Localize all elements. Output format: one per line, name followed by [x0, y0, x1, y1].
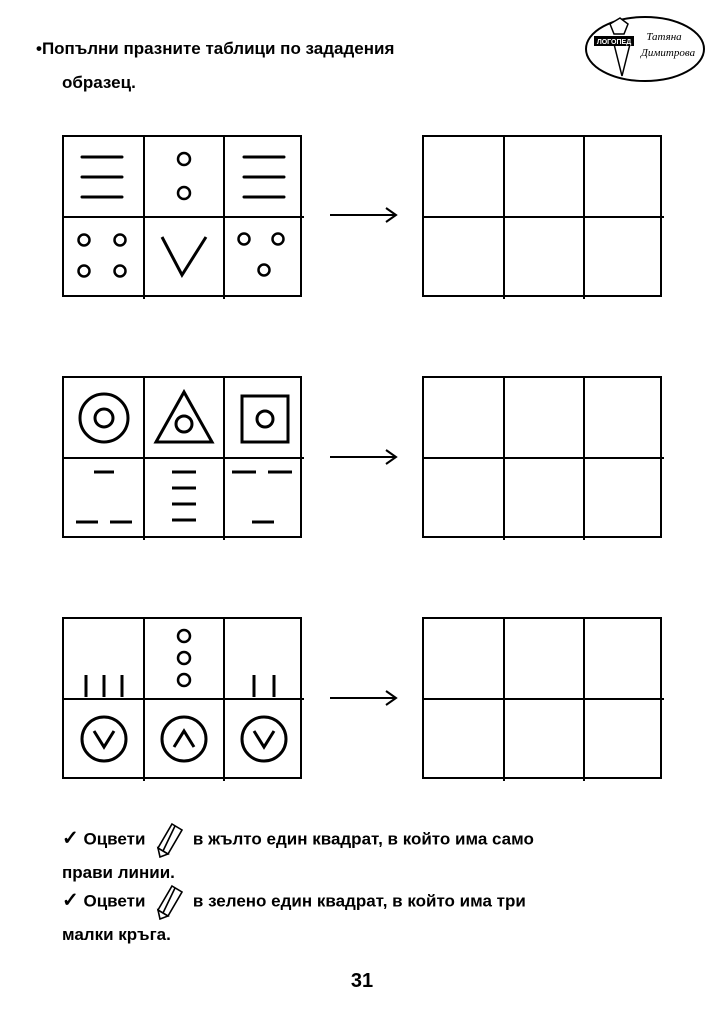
- logo-text-2: Татяна: [646, 31, 682, 43]
- vertical-ticks-icon: [254, 675, 274, 697]
- three-dots-icon: [178, 630, 190, 686]
- empty-grid-2[interactable]: [422, 376, 662, 538]
- short-lines-icon: [172, 472, 196, 520]
- circle-v-down-icon: [242, 717, 286, 761]
- empty-grid-3-lines: [424, 619, 664, 781]
- page-number: 31: [350, 970, 374, 992]
- circle-in-square-icon: [242, 396, 288, 442]
- checkmark-icon: ✓: [62, 889, 79, 912]
- circle-v-up-icon: [162, 717, 206, 761]
- pattern-grid-1-drawing: [64, 137, 304, 299]
- task-1-verb: Оцвети: [83, 829, 146, 849]
- checkmark-icon: ✓: [62, 827, 79, 850]
- three-lines-icon: [82, 157, 122, 197]
- four-dots-icon: [79, 235, 126, 277]
- empty-grid-3[interactable]: [422, 617, 662, 779]
- instruction-heading: [36, 32, 536, 100]
- pattern-grid-3-drawing: [64, 619, 304, 781]
- empty-grid-2-lines: [424, 378, 664, 540]
- bullet: •: [36, 39, 42, 58]
- pattern-grid-2: [62, 376, 302, 538]
- instruction-line-2: образец.: [62, 73, 136, 92]
- task-2-line-2: малки кръга.: [62, 925, 171, 944]
- logo-text-3: Димитрова: [640, 47, 696, 59]
- empty-grid-1-lines: [424, 137, 664, 299]
- task-1-text: в жълто един квадрат, в който има само: [192, 829, 534, 849]
- task-2: [62, 884, 702, 950]
- two-dots-icon: [178, 153, 190, 199]
- pattern-grid-1: [62, 135, 302, 297]
- arrow-icon: [328, 205, 400, 225]
- pattern-grid-3: [62, 617, 302, 779]
- arrow-icon: [328, 688, 400, 708]
- task-1: [62, 822, 702, 888]
- logo-text-1: ЛОГОПЕД: [596, 39, 632, 46]
- pattern-grid-2-drawing: [64, 378, 304, 540]
- empty-grid-1[interactable]: [422, 135, 662, 297]
- three-lines-icon: [244, 157, 284, 197]
- task-2-text: в зелено един квадрат, в който има три: [192, 891, 526, 911]
- pencil-icon: [154, 822, 184, 858]
- task-2-verb: Оцвети: [83, 891, 146, 911]
- arrow-icon: [328, 447, 400, 467]
- dashes-icon: [76, 472, 132, 522]
- instruction-line-1: Попълни празните таблици по зададения: [41, 39, 395, 58]
- circle-v-down-icon: [82, 717, 126, 761]
- pencil-icon: [154, 884, 184, 920]
- task-1-line-2: прави линии.: [62, 863, 175, 882]
- circle-in-triangle-icon: [156, 392, 212, 442]
- three-dots-icon: [239, 234, 284, 276]
- v-shape-icon: [162, 237, 206, 275]
- dashes-icon: [232, 472, 292, 522]
- circle-in-circle-icon: [80, 394, 128, 442]
- logo-seal: [584, 14, 706, 84]
- vertical-ticks-icon: [86, 675, 122, 697]
